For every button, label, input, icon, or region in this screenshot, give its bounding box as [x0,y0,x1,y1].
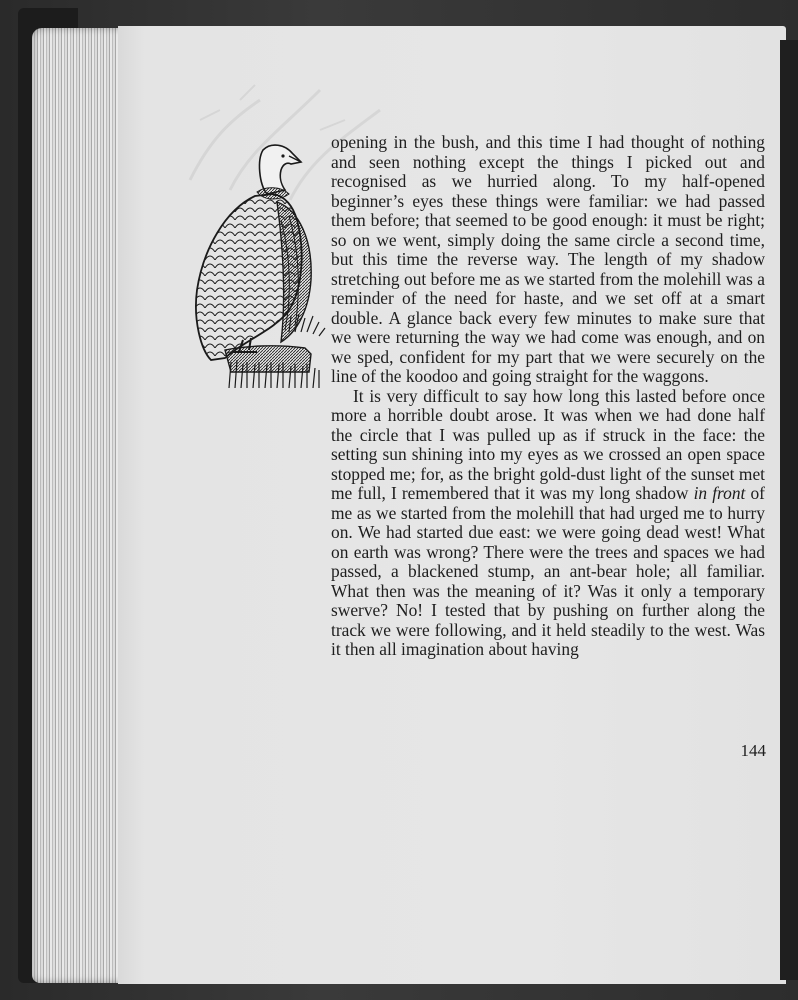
text-segment: opening in the bush, and this time I had thought of nothing and seen nothing except the things I picked out and recognised as we hurried along. To my half-opened beginner’s eyes these things were familiar: we had passed them before; that seemed to be good enough: it must be right; so on we went, simply doing the same circle a second time, but this time the reverse way. The length of my shadow stretching out before me as we started from the molehill was a reminder of the need for haste, and we set off at a smart double. A glance back every few minutes to make sure that we were returning the way we had come was enough, and on we sped, confident for my part that we were securely on the line of the koodoo and going straight for the waggons. [331,132,765,386]
text-segment: of me as we started from the molehill that had urged me to hurry on. We had started due east: we were going dead west! What on earth was wrong? There were the trees and spaces we had passed, a blackened stump, an ant-bear hole; all familiar. What then was the meaning of it? Was it only a temporary swerve? No! I tested that by pushing on further along the track we were following, and it held steadily to the west. Was it then all imagination about having [331,483,765,659]
paragraph-1 [331,133,765,387]
paragraph-2 [331,387,765,660]
body-text [331,133,765,660]
page-number: 144 [740,741,766,760]
vulture-illustration [185,140,330,390]
text-segment: It is very difficult to say how long this lasted before once more a horrible doubt arose. It was when we had done half the circle that I was pulled up as if struck in the face: the setting sun shining into my eyes as we crossed an open space stopped me; for, as the bright gold-dust light of the sunset met me full, I remembered that it was my long shadow [331,385,765,503]
italic-emphasis: in front [693,483,746,503]
book-gutter-shadow [780,40,798,980]
